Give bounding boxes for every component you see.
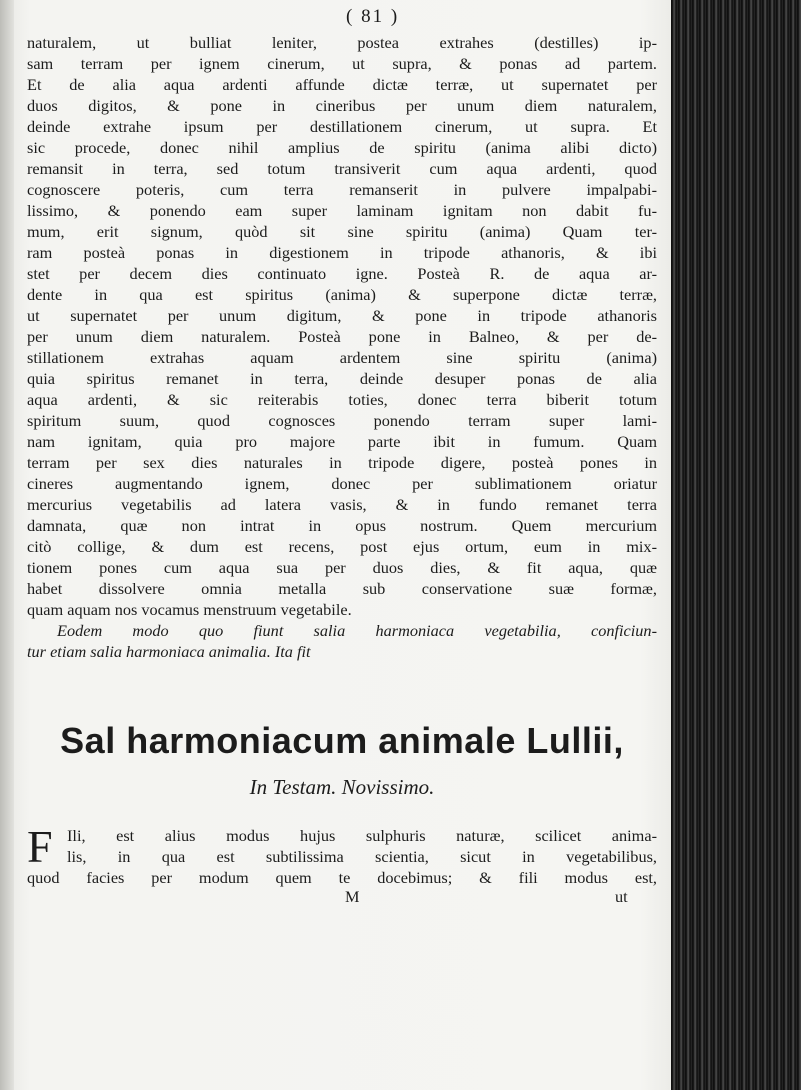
second-paragraph-lines <box>27 821 657 888</box>
text-line: mum, erit signum, quòd sit sine spiritu (anima) Quam ter- <box>27 222 657 241</box>
book-spine <box>671 0 801 1090</box>
text-line: citò collige, & dum est recens, post ejus ortum, eum in mix- <box>27 537 657 556</box>
text-line: sam terram per ignem cinerum, ut supra, & ponas ad partem. <box>27 54 657 73</box>
text-line: quod facies per modum quem te docebimus; & fili modus est, <box>27 868 657 887</box>
text-line: cineres augmentando ignem, donec per sublimationem oriatur <box>27 474 657 493</box>
catchword: ut <box>615 887 628 906</box>
text-line: cognoscere poteris, cum terra remanserit in pulvere impalpabi- <box>27 180 657 199</box>
section-heading: Sal harmoniacum animale Lullii, <box>60 720 624 761</box>
text-line: damnata, quæ non intrat in opus nostrum. Quem mercurium <box>27 516 657 535</box>
text-line: quia spiritus remanet in terra, deinde desuper ponas de alia <box>27 369 657 388</box>
text-line: terram per sex dies naturales in tripode digere, posteà pones in <box>27 453 657 472</box>
text-line: per unum diem naturalem. Posteà pone in Balneo, & per de- <box>27 327 657 346</box>
text-line: deinde extrahe ipsum per destillationem cinerum, ut supra. Et <box>27 117 657 136</box>
text-line: spiritum suum, quod cognosces ponendo terram super lami- <box>27 411 657 430</box>
main-paragraph <box>27 32 657 662</box>
signature-mark: M <box>345 887 360 906</box>
text-line: quam aquam nos vocamus menstruum vegetabile. <box>27 600 352 619</box>
text-line: stet per decem dies continuato igne. Posteà R. de aqua ar- <box>27 264 657 283</box>
text-line: lissimo, & ponendo eam super laminam ignitam non dabit fu- <box>27 201 657 220</box>
text-line: naturalem, ut bulliat leniter, postea extrahes (destilles) ip- <box>27 33 657 52</box>
text-line: duos digitos, & pone in cineribus per unum diem naturalem, <box>27 96 657 115</box>
text-line: Ili, est alius modus hujus sulphuris naturæ, scilicet anima- <box>67 826 657 845</box>
second-paragraph <box>27 821 657 888</box>
text-line: Eodem modo quo fiunt salia harmoniaca vegetabilia, conficiun- <box>57 621 657 640</box>
drop-capital: F <box>27 821 53 872</box>
text-line: ut supernatet per unum digitum, & pone in tripode athanoris <box>27 306 657 325</box>
text-line: stillationem extrahas aquam ardentem sine spiritu (anima) <box>27 348 657 367</box>
text-line: dente in qua est spiritus (anima) & superpone dictæ terræ, <box>27 285 657 304</box>
text-line: mercurius vegetabilis ad latera vasis, & in fundo remanet terra <box>27 495 657 514</box>
text-line: habet dissolvere omnia metalla sub conservatione suæ formæ, <box>27 579 657 598</box>
text-line: tionem pones cum aqua sua per duos dies, & fit aqua, quæ <box>27 558 657 577</box>
text-line: nam ignitam, quia pro majore parte ibit in fumum. Quam <box>27 432 657 451</box>
section-subheading: In Testam. Novissimo. <box>249 775 435 799</box>
text-line: Et de alia aqua ardenti affunde dictæ terræ, ut supernatet per <box>27 75 657 94</box>
text-line: tur etiam salia harmoniaca animalia. Ita fit <box>27 642 311 661</box>
text-line: aqua ardenti, & sic reiterabis toties, donec terra biberit totum <box>27 390 657 409</box>
text-line: remansit in terra, sed totum transiverit cum aqua ardenti, quod <box>27 159 657 178</box>
page-number: ( 81 ) <box>346 6 400 27</box>
text-line: sic procede, donec nihil amplius de spiritu (anima alibi dicto) <box>27 138 657 157</box>
text-line: ram posteà ponas in digestionem in tripode athanoris, & ibi <box>27 243 657 262</box>
page-left-edge <box>0 0 14 1090</box>
text-line: lis, in qua est subtilissima scientia, sicut in vegetabilibus, <box>67 847 657 866</box>
